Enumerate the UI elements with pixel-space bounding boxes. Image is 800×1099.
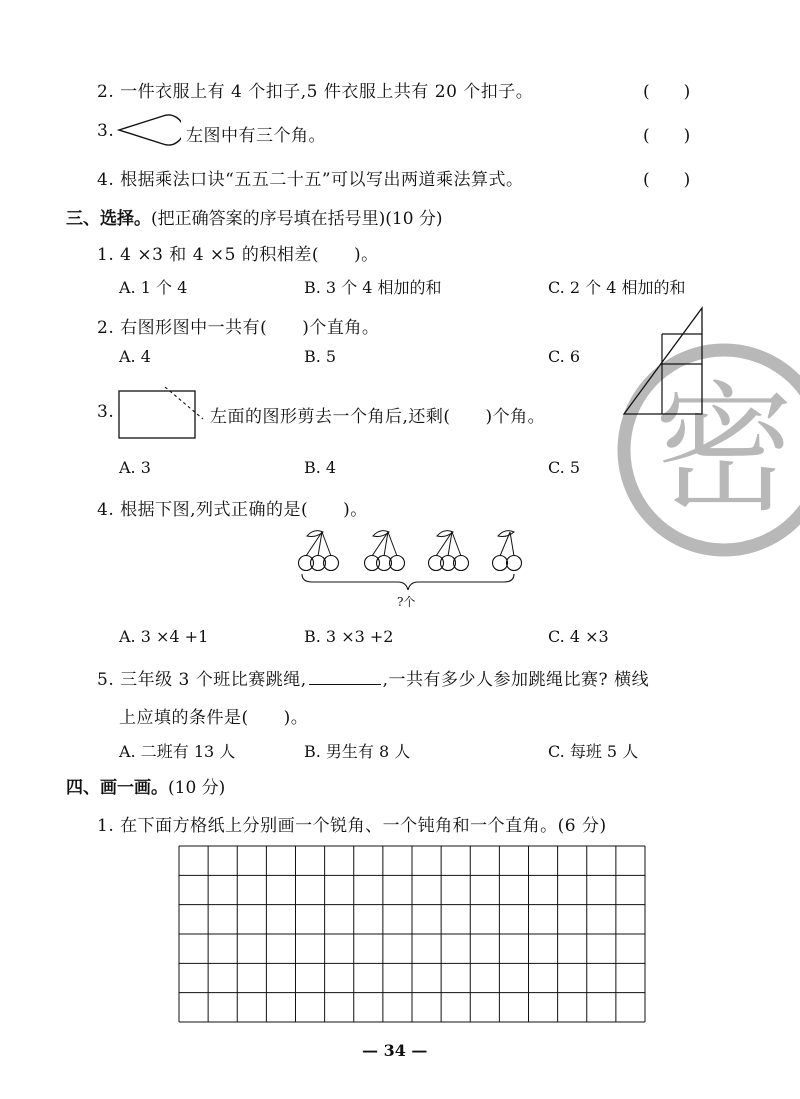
choice-q5-text-a: 5. 三年级 3 个班比赛跳绳, <box>97 670 307 690</box>
choice-q5-option-a: A. 二班有 13 人 <box>119 742 236 761</box>
teardrop-figure <box>117 112 181 148</box>
choice-q1-option-a: A. 1 个 4 <box>119 278 188 297</box>
choice-q3-option-a: A. 3 <box>119 458 151 477</box>
choice-q4-option-a: A. 3 ×4 +1 <box>119 627 209 646</box>
grid-paper <box>178 845 646 1023</box>
cherry-group <box>365 531 405 571</box>
section4-subtitle: (10 分) <box>168 778 226 798</box>
judge-q4: 4. 根据乘法口诀“五五二十五”可以写出两道乘法算式。 <box>97 170 524 190</box>
choice-q4-option-c: C. 4 ×3 <box>548 627 609 646</box>
rectangle-figure <box>115 385 209 443</box>
choice-q2-option-a: A. 4 <box>119 347 151 366</box>
choice-q4: 4. 根据下图,列式正确的是( )。 <box>97 500 368 520</box>
choice-q3-number: 3. <box>97 402 115 422</box>
section3-title: 三、选择。 <box>66 209 151 229</box>
choice-q2: 2. 右图形图中一共有( )个直角。 <box>97 318 380 338</box>
choice-q5-line1 <box>97 665 649 690</box>
judge-q2: 2. 一件衣服上有 4 个扣子,5 件衣服上共有 20 个扣子。 <box>97 82 534 102</box>
choice-q3-text: 左面的图形剪去一个角后,还剩( )个角。 <box>210 407 546 427</box>
choice-q4-option-b: B. 3 ×3 +2 <box>304 627 394 646</box>
cherry-group <box>429 531 469 571</box>
choice-q5-option-b: B. 男生有 8 人 <box>304 742 411 761</box>
cherry-group <box>299 531 339 571</box>
choice-q3-option-c: C. 5 <box>548 458 581 477</box>
choice-q5-option-c: C. 每班 5 人 <box>548 742 639 761</box>
section3-subtitle: (把正确答案的序号填在括号里)(10 分) <box>151 209 443 229</box>
choice-q3-option-b: B. 4 <box>304 458 337 477</box>
draw-q1: 1. 在下面方格纸上分别画一个锐角、一个钝角和一个直角。(6 分) <box>97 816 607 836</box>
answer-paren: ( ) <box>643 170 691 190</box>
choice-q2-option-b: B. 5 <box>304 347 337 366</box>
answer-paren: ( ) <box>643 82 691 102</box>
choice-q5-text-b: ,一共有多少人参加跳绳比赛? 横线 <box>382 670 650 690</box>
stamp-char: 密 <box>653 369 795 532</box>
choice-q1-option-b: B. 3 个 4 相加的和 <box>304 278 442 297</box>
judge-q3-number: 3. <box>97 121 115 141</box>
judge-q3-text: 左图中有三个角。 <box>186 126 326 146</box>
page-number: — 34 — <box>362 1041 428 1060</box>
section4-heading <box>66 773 225 798</box>
fill-blank-line <box>309 670 381 685</box>
cherry-group <box>493 531 522 571</box>
cherries-caption: ?个 <box>397 595 416 609</box>
choice-q5-line2: 上应填的条件是( )。 <box>119 708 309 728</box>
answer-paren: ( ) <box>643 126 691 146</box>
section4-title: 四、画一画。 <box>66 778 168 798</box>
choice-q2-option-c: C. 6 <box>548 347 581 366</box>
right-triangle-figure <box>622 306 710 418</box>
choice-q1-option-c: C. 2 个 4 相加的和 <box>548 278 686 297</box>
section3-heading <box>66 204 443 229</box>
choice-q1: 1. 4 ×3 和 4 ×5 的积相差( )。 <box>97 245 379 265</box>
